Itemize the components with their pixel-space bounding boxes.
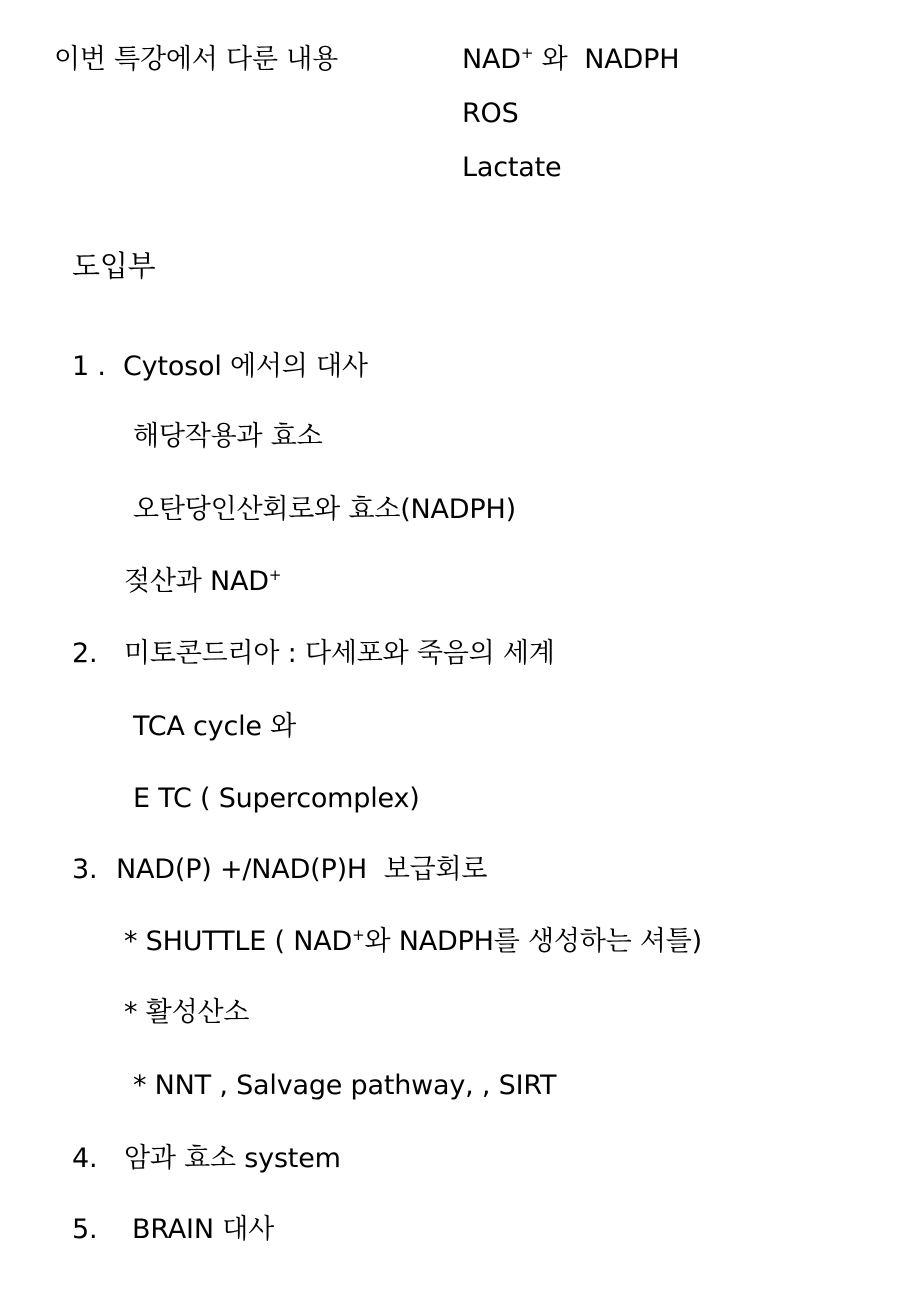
item-text-rest: 와 NADPH를 생성하는 셔틀) — [364, 926, 703, 957]
intro-heading: 도입부 — [72, 249, 156, 283]
section-1-item-lactate — [124, 565, 281, 599]
section-2-heading — [72, 637, 555, 671]
section-title: BRAIN 대사 — [132, 1214, 274, 1245]
section-3-heading — [72, 853, 487, 887]
topic-text: NAD — [462, 44, 521, 75]
item-text: 젖산과 NAD — [124, 566, 269, 597]
topic-ros: ROS — [462, 98, 519, 129]
section-3-item-shuttle — [124, 925, 702, 959]
section-title: 암과 효소 system — [124, 1143, 341, 1174]
section-4-heading — [72, 1142, 341, 1176]
section-2-item-tca: TCA cycle 와 — [133, 711, 297, 742]
section-3-item-ros: * 활성산소 — [124, 997, 250, 1028]
section-1-heading — [72, 350, 368, 384]
header-title: 이번 특강에서 다룬 내용 — [54, 44, 338, 75]
section-number: 3. — [72, 854, 98, 885]
superscript-plus: + — [352, 926, 365, 944]
superscript-plus: + — [520, 44, 534, 62]
section-5-heading — [72, 1213, 274, 1247]
section-title: Cytosol 에서의 대사 — [123, 351, 368, 382]
section-2-item-etc: E TC ( Supercomplex) — [133, 783, 420, 814]
topic-lactate: Lactate — [462, 152, 562, 183]
section-number: 5. — [72, 1214, 98, 1245]
section-number: 1 . — [72, 351, 106, 382]
section-1-item-glycolysis: 해당작용과 효소 — [133, 421, 323, 452]
item-text: * SHUTTLE ( NAD — [124, 926, 353, 957]
topic-nad-nadph — [462, 43, 679, 77]
section-number: 2. — [72, 638, 98, 669]
section-1-item-ppp: 오탄당인산회로와 효소(NADPH) — [133, 494, 516, 525]
section-title: NAD(P) +/NAD(P)H 보급회로 — [116, 854, 488, 885]
topic-text-rest: 와 NADPH — [533, 44, 680, 75]
section-number: 4. — [72, 1143, 98, 1174]
section-3-item-nnt: * NNT , Salvage pathway, , SIRT — [133, 1070, 557, 1101]
section-title: 미토콘드리아 : 다세포와 죽음의 세계 — [124, 638, 555, 669]
superscript-plus: + — [268, 566, 282, 584]
